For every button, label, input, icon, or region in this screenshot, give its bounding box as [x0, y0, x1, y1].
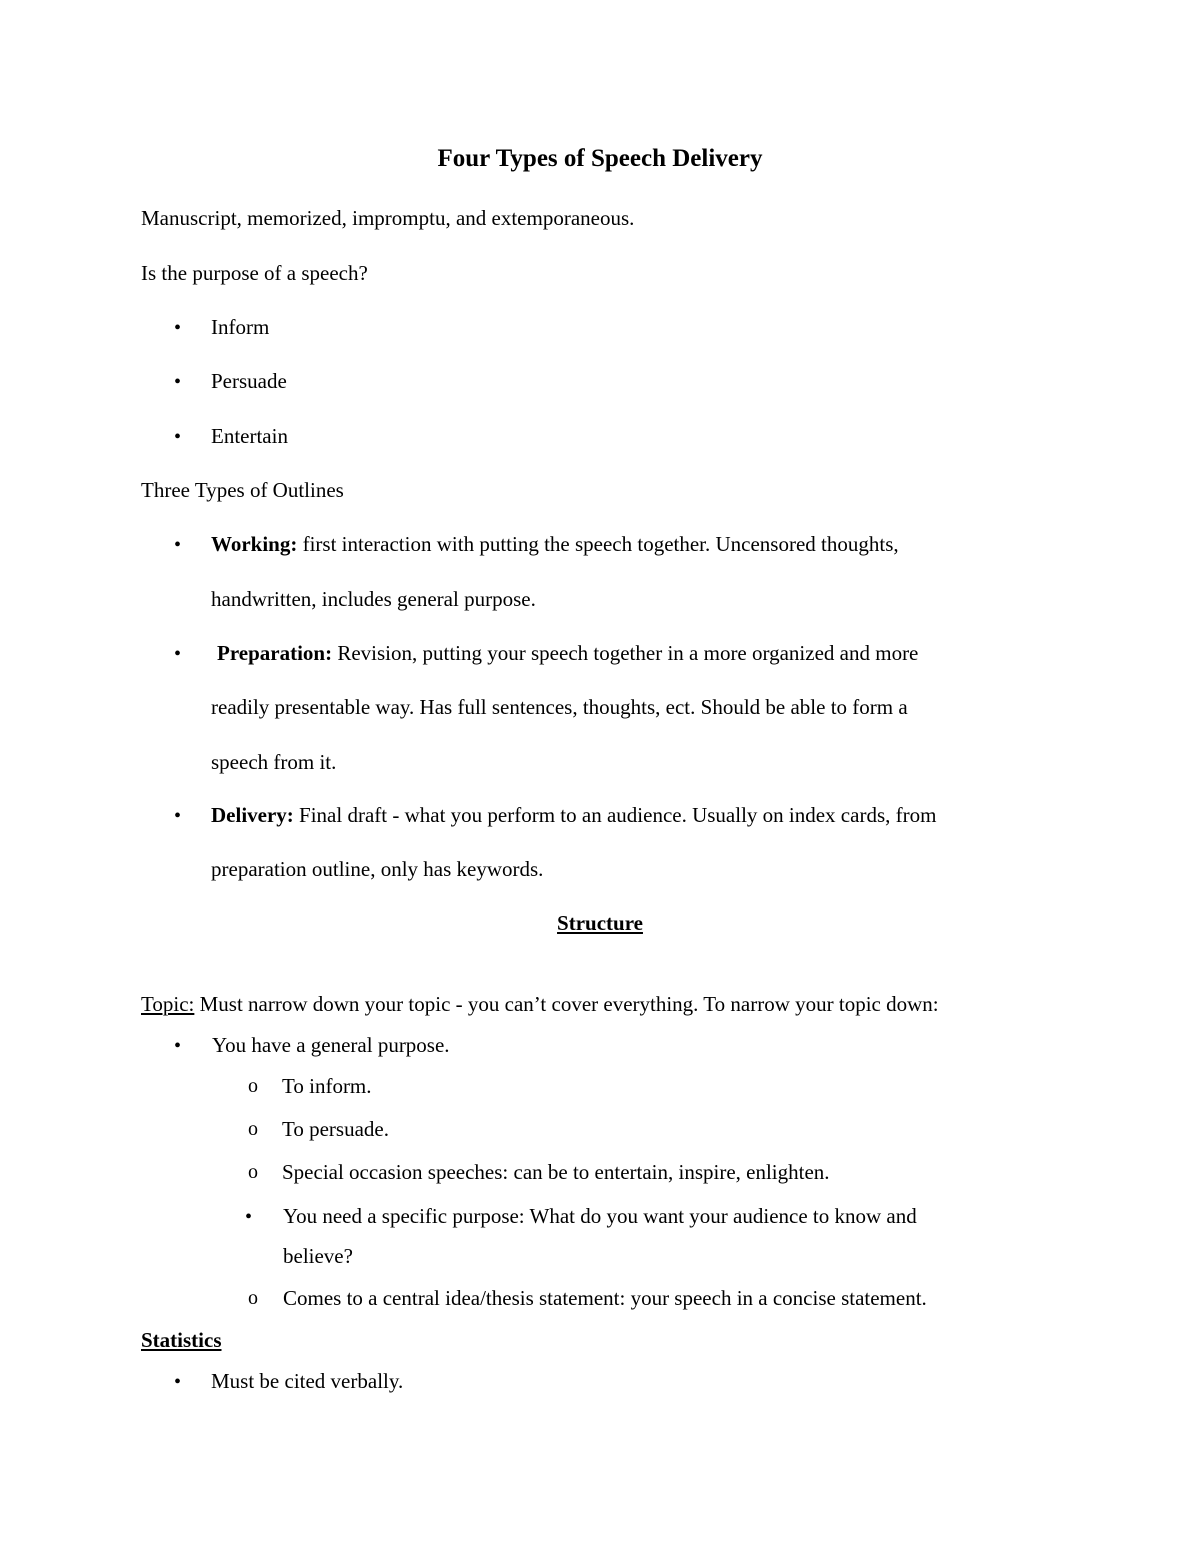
general-purpose-item: You have a general purpose.: [212, 1033, 450, 1057]
central-idea-item: Comes to a central idea/thesis statement: your speech in a concise statement.: [283, 1286, 927, 1310]
outline-working-line-1: [211, 534, 899, 555]
circle-bullet-icon: o: [248, 1161, 258, 1183]
list-item: Entertain: [211, 424, 288, 448]
bullet-icon: •: [174, 805, 182, 827]
outline-working-line-2: handwritten, includes general purpose.: [211, 587, 536, 611]
bullet-icon: •: [174, 534, 182, 556]
bullet-icon: •: [174, 426, 182, 448]
bullet-icon: •: [174, 643, 182, 665]
topic-label: Topic:: [141, 992, 195, 1016]
bullet-icon: •: [174, 1371, 182, 1393]
list-item: Persuade: [211, 369, 287, 393]
bullet-icon: •: [174, 317, 182, 339]
bullet-icon: •: [245, 1206, 253, 1228]
outline-text: first interaction with putting the speech together. Uncensored thoughts,: [297, 532, 899, 556]
specific-purpose-line-1: You need a specific purpose: What do you want your audience to know and: [283, 1204, 917, 1228]
statistics-heading: Statistics: [141, 1328, 222, 1352]
topic-line: [141, 994, 939, 1015]
outline-term: Working:: [211, 532, 298, 556]
outline-preparation-line-3: speech from it.: [211, 750, 337, 774]
circle-bullet-icon: o: [248, 1075, 258, 1097]
circle-bullet-icon: o: [248, 1118, 258, 1140]
purpose-question: Is the purpose of a speech?: [141, 261, 368, 285]
sub-list-item: Special occasion speeches: can be to entertain, inspire, enlighten.: [282, 1160, 830, 1184]
outline-term: Delivery:: [211, 803, 294, 827]
page-title: Four Types of Speech Delivery: [437, 145, 763, 172]
statistics-item: Must be cited verbally.: [211, 1369, 404, 1393]
bullet-icon: •: [174, 371, 182, 393]
outlines-heading: Three Types of Outlines: [141, 478, 344, 502]
outline-text: Final draft - what you perform to an audience. Usually on index cards, from: [293, 803, 937, 827]
sub-list-item: To inform.: [282, 1074, 372, 1098]
outline-preparation-line-1: [217, 643, 918, 664]
outline-preparation-line-2: readily presentable way. Has full sentences, thoughts, ect. Should be able to form a: [211, 695, 908, 719]
outline-delivery-line-1: [211, 805, 936, 826]
circle-bullet-icon: o: [248, 1287, 258, 1309]
specific-purpose-line-2: believe?: [283, 1244, 353, 1268]
outline-delivery-line-2: preparation outline, only has keywords.: [211, 857, 544, 881]
list-item: Inform: [211, 315, 270, 339]
outline-term: Preparation:: [217, 641, 333, 665]
topic-text: Must narrow down your topic - you can’t cover everything. To narrow your topic down:: [194, 992, 939, 1016]
sub-list-item: To persuade.: [282, 1117, 389, 1141]
structure-heading: Structure: [557, 911, 643, 935]
outline-text: Revision, putting your speech together in a more organized and more: [332, 641, 919, 665]
bullet-icon: •: [174, 1035, 182, 1057]
intro-text: Manuscript, memorized, impromptu, and extemporaneous.: [141, 206, 635, 230]
